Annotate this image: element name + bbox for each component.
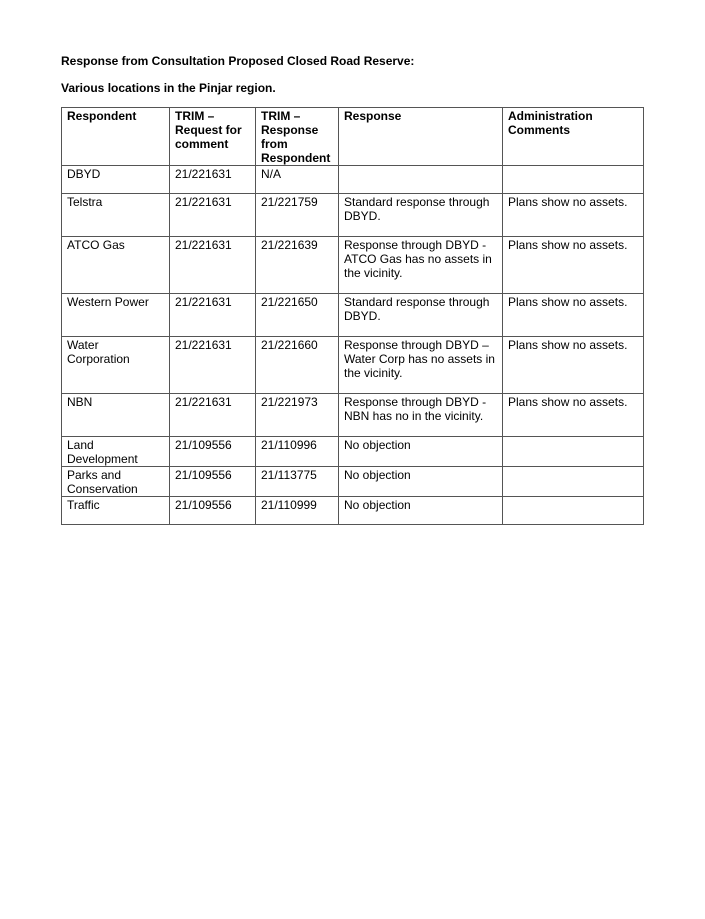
cell-trim-response: 21/221639: [256, 237, 339, 294]
cell-trim-response: 21/113775: [256, 467, 339, 497]
cell-respondent: Telstra: [62, 194, 170, 237]
header-respondent: Respondent: [62, 108, 170, 166]
table-row: [62, 294, 644, 337]
table-row: [62, 497, 644, 525]
cell-trim-request: 21/221631: [170, 337, 256, 394]
consultation-table: [61, 107, 644, 525]
cell-admin-comments: Plans show no assets.: [503, 337, 644, 394]
cell-trim-request: 21/221631: [170, 394, 256, 437]
table-row: [62, 237, 644, 294]
cell-response: Response through DBYD - NBN has no in the vicinity.: [339, 394, 503, 437]
cell-trim-response: 21/221660: [256, 337, 339, 394]
cell-respondent: ATCO Gas: [62, 237, 170, 294]
cell-admin-comments: [503, 497, 644, 525]
document-title: Response from Consultation Proposed Closed Road Reserve:: [61, 54, 415, 68]
cell-trim-response: 21/221759: [256, 194, 339, 237]
cell-admin-comments: Plans show no assets.: [503, 237, 644, 294]
cell-trim-request: 21/221631: [170, 166, 256, 194]
cell-response: Response through DBYD – Water Corp has no assets in the vicinity.: [339, 337, 503, 394]
table-header-row: [62, 108, 644, 166]
cell-trim-request: 21/109556: [170, 467, 256, 497]
cell-admin-comments: [503, 166, 644, 194]
cell-respondent: Parks and Conservation: [62, 467, 170, 497]
cell-respondent: Water Corporation: [62, 337, 170, 394]
header-admin-comments: Administration Comments: [503, 108, 644, 166]
cell-respondent: Western Power: [62, 294, 170, 337]
cell-admin-comments: [503, 467, 644, 497]
cell-response: No objection: [339, 497, 503, 525]
cell-trim-request: 21/109556: [170, 497, 256, 525]
cell-trim-request: 21/221631: [170, 237, 256, 294]
cell-admin-comments: Plans show no assets.: [503, 194, 644, 237]
cell-trim-request: 21/221631: [170, 194, 256, 237]
cell-response: Response through DBYD - ATCO Gas has no assets in the vicinity.: [339, 237, 503, 294]
header-response: Response: [339, 108, 503, 166]
cell-response: No objection: [339, 467, 503, 497]
cell-admin-comments: Plans show no assets.: [503, 294, 644, 337]
cell-response: Standard response through DBYD.: [339, 294, 503, 337]
cell-respondent: Traffic: [62, 497, 170, 525]
table-row: [62, 194, 644, 237]
cell-respondent: Land Development: [62, 437, 170, 467]
cell-respondent: NBN: [62, 394, 170, 437]
cell-respondent: DBYD: [62, 166, 170, 194]
document-subtitle: Various locations in the Pinjar region.: [61, 81, 276, 95]
cell-trim-response: 21/110996: [256, 437, 339, 467]
cell-response: No objection: [339, 437, 503, 467]
table-row: [62, 166, 644, 194]
table-row: [62, 437, 644, 467]
cell-admin-comments: Plans show no assets.: [503, 394, 644, 437]
cell-response: [339, 166, 503, 194]
cell-trim-request: 21/109556: [170, 437, 256, 467]
header-trim-request: TRIM – Request for comment: [170, 108, 256, 166]
cell-trim-response: 21/110999: [256, 497, 339, 525]
table-row: [62, 337, 644, 394]
cell-trim-response: N/A: [256, 166, 339, 194]
table-row: [62, 467, 644, 497]
cell-response: Standard response through DBYD.: [339, 194, 503, 237]
cell-admin-comments: [503, 437, 644, 467]
cell-trim-response: 21/221650: [256, 294, 339, 337]
cell-trim-request: 21/221631: [170, 294, 256, 337]
header-trim-response: TRIM – Response from Respondent: [256, 108, 339, 166]
cell-trim-response: 21/221973: [256, 394, 339, 437]
table-row: [62, 394, 644, 437]
